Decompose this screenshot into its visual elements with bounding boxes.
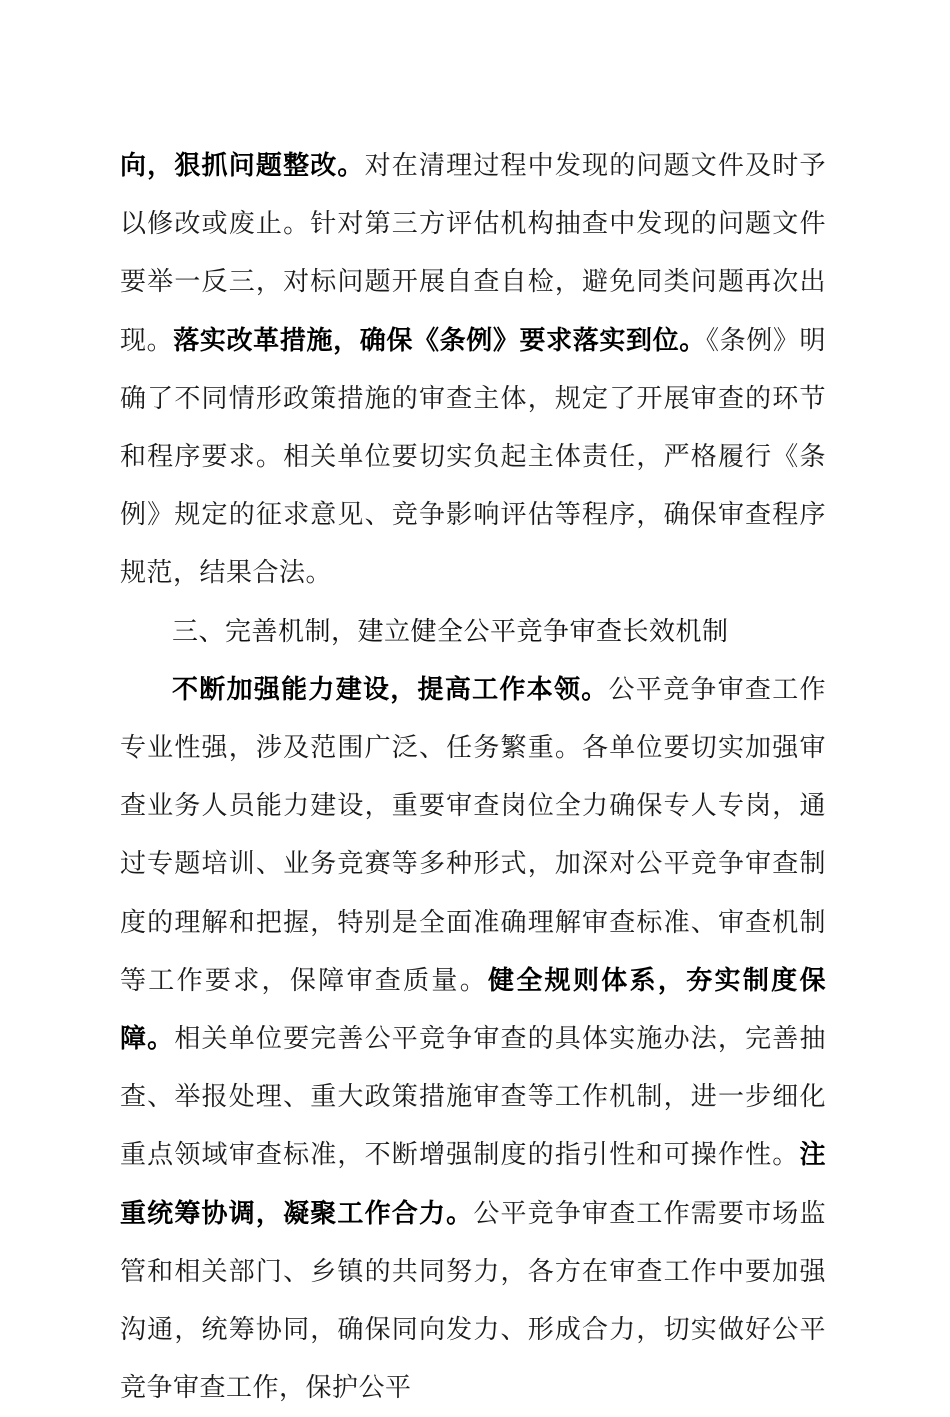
body-text: 公平竞争审查工作专业性强，涉及范围广泛、任务繁重。各单位要切实加强审查业务人员能力建设，重要审查岗位全力确保专人专岗，通过专题培训、业务竞赛等多种形式，加深对公平竞争审查制度的理解和把握，特别是全面准确理解审查标准、审查机制等工作要求，保障审查质量。 [120, 674, 826, 996]
section-heading: 三、完善机制，建立健全公平竞争审查长效机制 [172, 616, 729, 647]
bold-phrase: 注重统筹协调，凝聚工作合力。 [120, 1140, 826, 1229]
body-text: 《条例》明确了不同情形政策措施的审查主体，规定了开展审查的环节和程序要求。相关单位要切实负起主体责任，严格履行《条例》规定的征求意见、竞争影响评估等程序，确保审查程序规范，结果合法。 [120, 325, 826, 589]
bold-phrase: 不断加强能力建设，提高工作本领。 [172, 674, 609, 705]
body-text: 公平竞争审查工作需要市场监管和相关部门、乡镇的共同努力，各方在审查工作中要加强沟通，统筹协同，确保同向发力、形成合力，切实做好公平竞争审查工作，保护公平 [120, 1198, 826, 1404]
document-body [120, 137, 826, 1417]
body-text: 对在清理过程中发现的问题文件及时予以修改或废止。针对第三方评估机构抽查中发现的问题文件要举一反三，对标问题开展自查自检，避免同类问题再次出现。 [120, 151, 826, 356]
bold-phrase: 向，狠抓问题整改。 [120, 151, 365, 181]
bold-phrase: 健全规则体系，夯实制度保障。 [120, 965, 826, 1055]
paragraph-continued [120, 137, 826, 603]
paragraph [120, 661, 826, 1417]
body-text: 相关单位要完善公平竞争审查的具体实施办法，完善抽查、举报处理、重大政策措施审查等工作机制，进一步细化重点领域审查标准，不断增强制度的指引性和可操作性。 [120, 1024, 826, 1171]
bold-phrase: 落实改革措施，确保《条例》要求落实到位。 [173, 325, 706, 356]
